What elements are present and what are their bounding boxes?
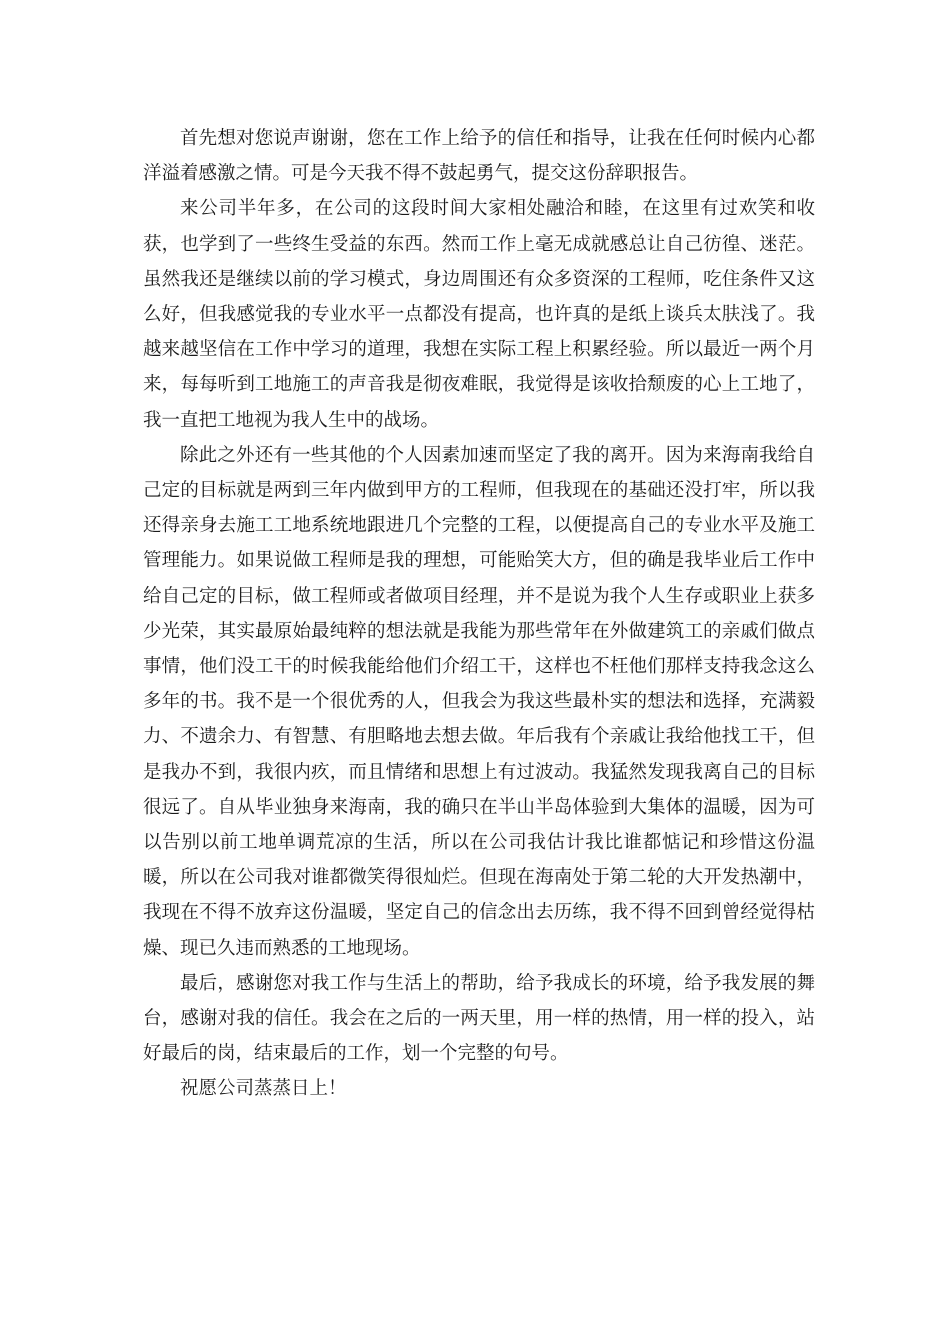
letter-body <box>143 121 815 1107</box>
paragraph-closing-wish: 祝愿公司蒸蒸日上！ <box>180 1078 347 1100</box>
paragraph-personal-reasons: 除此之外还有一些其他的个人因素加速而坚定了我的离开。因为来海南我给自己定的目标就是两到三年内做到甲方的工程师，但我现在的基础还没打牢，所以我还得亲身去施工工地系统地跟进几个完整的工程，以便提高自己的专业水平及施工管理能力。如果说做工程师是我的理想，可能贻笑大方，但的确是我毕业后工作中给自己定的目标，做工程师或者做项目经理，并不是说为我个人生存或职业上获多少光荣，其实最原始最纯粹的想法就是我能为那些常年在外做建筑工的亲戚们做点事情，他们没工干的时候我能给他们介绍工干，这样也不枉他们那样支持我念这么多年的书。我不是一个很优秀的人，但我会为我这些最朴实的想法和选择，充满毅力、不遗余力、有智慧、有胆略地去想去做。年后我有个亲戚让我给他找工干，但是我办不到，我很内疚，而且情绪和思想上有过波动。我猛然发现我离自己的目标很远了。自从毕业独身来海南，我的确只在半山半岛体验到大集体的温暖，因为可以告别以前工地单调荒凉的生活，所以在公司我估计我比谁都惦记和珍惜这份温暖，所以在公司我对谁都微笑得很灿烂。但现在海南处于第二轮的大开发热潮中，我现在不得不放弃这份温暖，坚定自己的信念出去历练，我不得不回到曾经觉得枯燥、现已久违而熟悉的工地现场。 <box>143 444 815 959</box>
paragraph-experience: 来公司半年多，在公司的这段时间大家相处融洽和睦，在这里有过欢笑和收获，也学到了一些终生受益的东西。然而工作上毫无成就感总让自己彷徨、迷茫。虽然我还是继续以前的学习模式，身边周围还有众多资深的工程师，吃住条件又这么好，但我感觉我的专业水平一点都没有提高，也许真的是纸上谈兵太肤浅了。我越来越坚信在工作中学习的道理，我想在实际工程上积累经验。所以最近一两个月来，每每听到工地施工的声音我是彻夜难眠，我觉得是该收拾颓废的心上工地了，我一直把工地视为我人生中的战场。 <box>143 198 815 431</box>
paragraph-gratitude: 首先想对您说声谢谢，您在工作上给予的信任和指导，让我在任何时候内心都洋溢着感激之情。可是今天我不得不鼓起勇气，提交这份辞职报告。 <box>143 128 815 185</box>
paragraph-thanks: 最后，感谢您对我工作与生活上的帮助，给予我成长的环境，给予我发展的舞台，感谢对我的信任。我会在之后的一两天里，用一样的热情，用一样的投入，站好最后的岗，结束最后的工作，划一个完整的句号。 <box>143 972 815 1065</box>
